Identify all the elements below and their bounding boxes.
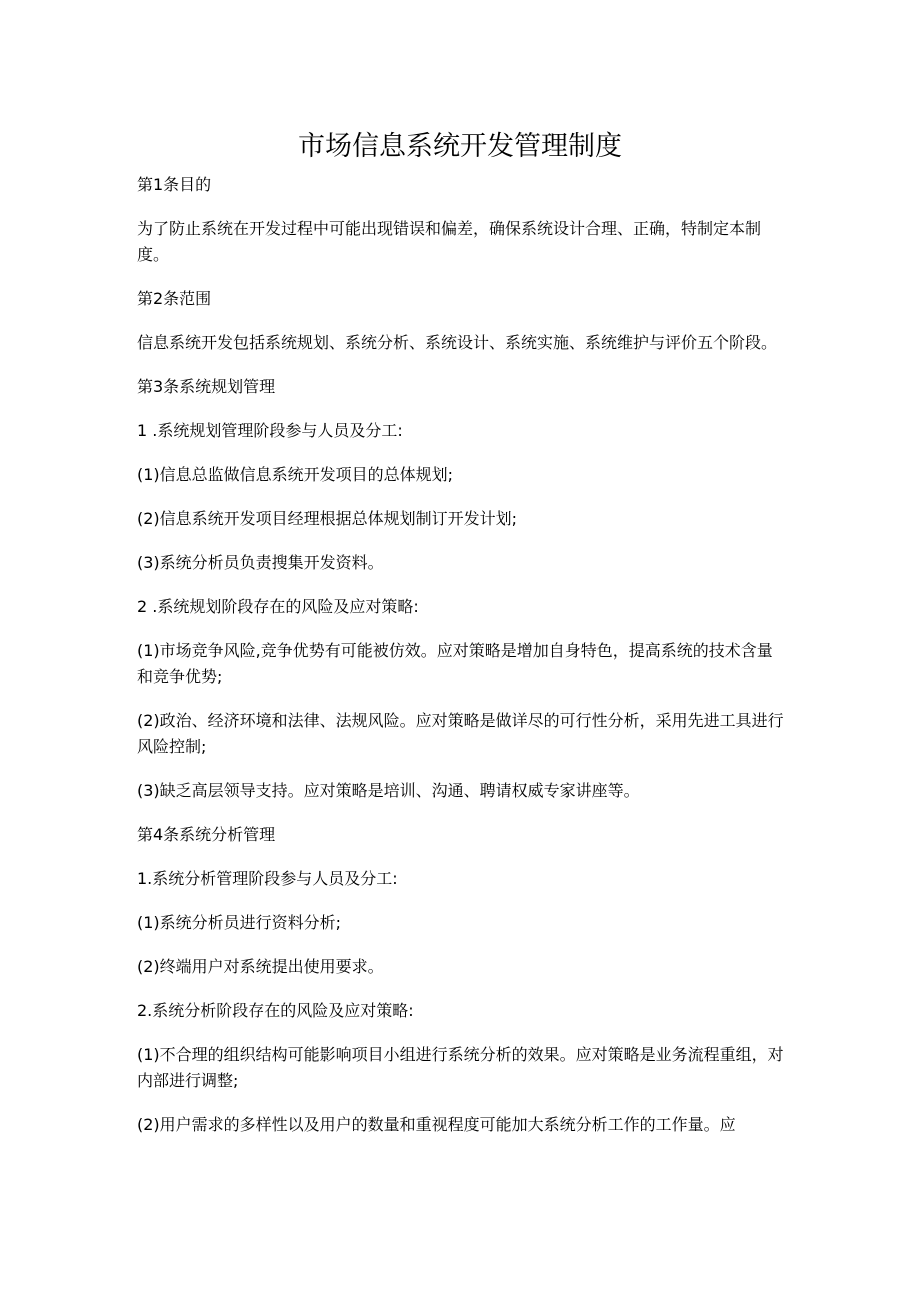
paragraph: 2 .系统规划阶段存在的风险及应对策略: <box>137 597 419 616</box>
document-title: 市场信息系统开发管理制度 <box>298 131 622 162</box>
article-heading: 第2条范围 <box>137 289 212 308</box>
paragraph: (1)系统分析员进行资料分析; <box>137 913 342 932</box>
paragraph: 为了防止系统在开发过程中可能出现错误和偏差，确保系统设计合理、正确，特制定本制度。 <box>137 219 762 264</box>
paragraph: (3)缺乏高层领导支持。应对策略是培训、沟通、聘请权威专家讲座等。 <box>137 781 640 800</box>
article-heading: 第3条系统规划管理 <box>137 377 276 396</box>
paragraph: 2.系统分析阶段存在的风险及应对策略: <box>137 1001 414 1020</box>
article-heading: 第1条目的 <box>137 175 212 194</box>
paragraph: (3)系统分析员负责搜集开发资料。 <box>137 553 384 572</box>
paragraph: 信息系统开发包括系统规划、系统分析、系统设计、系统实施、系统维护与评价五个阶段。 <box>137 333 778 352</box>
paragraph: (2)信息系统开发项目经理根据总体规划制订开发计划; <box>137 509 518 528</box>
document-body <box>137 172 787 1156</box>
paragraph: (1)市场竞争风险,竞争优势有可能被仿效。应对策略是增加自身特色，提高系统的技术含量和竞争优势; <box>137 641 773 686</box>
paragraph: (1)不合理的组织结构可能影响项目小组进行系统分析的效果。应对策略是业务流程重组，对内部进行调整; <box>137 1045 784 1090</box>
paragraph: 1.系统分析管理阶段参与人员及分工: <box>137 869 398 888</box>
paragraph: (2)终端用户对系统提出使用要求。 <box>137 957 384 976</box>
paragraph: 1 .系统规划管理阶段参与人员及分工: <box>137 421 403 440</box>
paragraph: (2)政治、经济环境和法律、法规风险。应对策略是做详尽的可行性分析，采用先进工具进行风险控制; <box>137 711 784 756</box>
paragraph: (1)信息总监做信息系统开发项目的总体规划; <box>137 465 454 484</box>
article-heading: 第4条系统分析管理 <box>137 825 276 844</box>
paragraph: (2)用户需求的多样性以及用户的数量和重视程度可能加大系统分析工作的工作量。应 <box>137 1115 736 1134</box>
